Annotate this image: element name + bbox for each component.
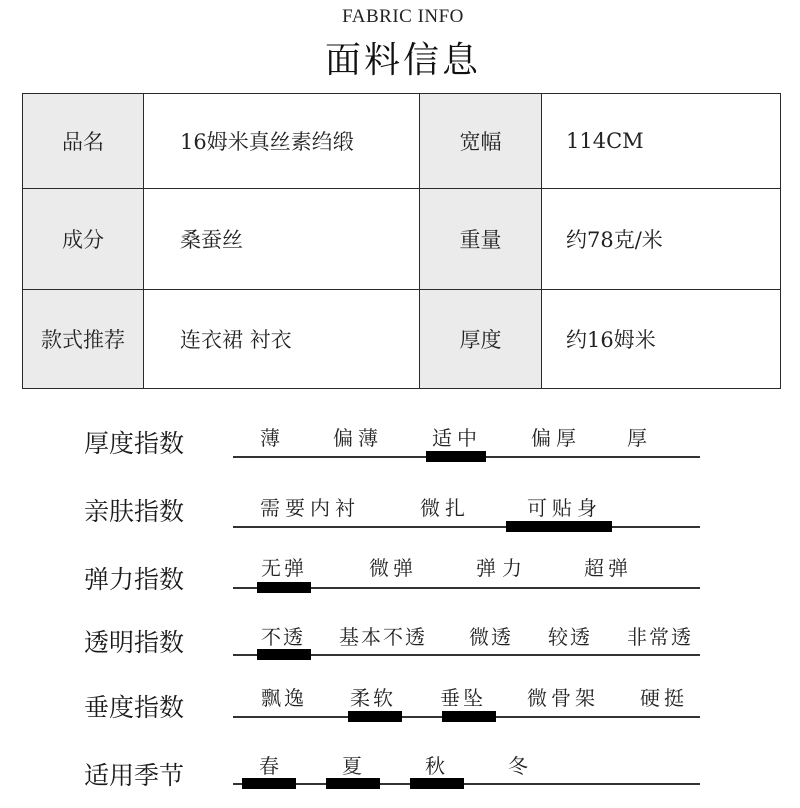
index-option: 春 (259, 754, 279, 778)
fabric-info-table (22, 93, 781, 389)
index-row (0, 748, 800, 808)
index-option: 偏薄 (333, 426, 383, 450)
value-recommended-style: 连衣裙 衬衣 (144, 290, 420, 389)
table-row (23, 94, 781, 189)
table-row (23, 290, 781, 389)
index-scale-line (233, 783, 700, 785)
index-label: 厚度指数 (84, 429, 185, 458)
index-row (0, 552, 800, 612)
index-option: 飘逸 (261, 686, 307, 710)
table-row (23, 189, 781, 290)
index-label: 适用季节 (84, 761, 185, 790)
index-option: 薄 (260, 426, 280, 450)
index-option: 需要内衬 (260, 496, 360, 520)
index-option: 硬挺 (640, 686, 688, 710)
value-weight: 约78克/米 (542, 189, 781, 290)
index-selected-marker (257, 582, 311, 593)
index-option: 秋 (425, 754, 445, 778)
index-option: 较透 (548, 625, 592, 649)
index-option: 可贴身 (527, 496, 602, 520)
index-selected-marker (257, 649, 311, 660)
index-option: 微透 (469, 625, 513, 649)
index-option: 基本不透 (339, 625, 427, 649)
index-option: 微扎 (420, 496, 470, 520)
label-width: 宽幅 (420, 94, 542, 189)
index-option: 冬 (508, 754, 528, 778)
index-option: 非常透 (627, 625, 693, 649)
label-thickness: 厚度 (420, 290, 542, 389)
value-thickness: 约16姆米 (542, 290, 781, 389)
index-selected-marker (410, 778, 464, 789)
index-label: 亲肤指数 (84, 497, 185, 526)
index-row (0, 680, 800, 740)
index-option: 超弹 (584, 556, 632, 580)
value-name: 16姆米真丝素绉缎 (144, 94, 420, 189)
index-label: 弹力指数 (84, 565, 185, 594)
label-recommended-style: 款式推荐 (23, 290, 144, 389)
value-composition: 桑蚕丝 (144, 189, 420, 290)
index-option: 微弹 (369, 556, 417, 580)
index-row (0, 420, 800, 480)
index-scale-line (233, 526, 700, 528)
index-option: 弹力 (476, 556, 528, 580)
index-option: 不透 (261, 625, 305, 649)
index-selected-marker (426, 451, 486, 462)
index-label: 透明指数 (84, 628, 185, 657)
index-selected-marker (442, 711, 496, 722)
index-option: 柔软 (350, 686, 396, 710)
index-option: 偏厚 (531, 426, 581, 450)
index-option: 厚 (627, 426, 647, 450)
index-option: 无弹 (261, 556, 307, 580)
value-width: 114CM (542, 94, 781, 189)
index-selected-marker (348, 711, 402, 722)
label-name: 品名 (23, 94, 144, 189)
title-english: FABRIC INFO (342, 6, 464, 27)
label-composition: 成分 (23, 189, 144, 290)
index-selected-marker (506, 521, 612, 532)
index-option: 微骨架 (527, 686, 599, 710)
index-label: 垂度指数 (84, 693, 185, 722)
index-row (0, 618, 800, 678)
index-row (0, 490, 800, 550)
index-option: 适中 (432, 426, 482, 450)
index-selected-marker (326, 778, 380, 789)
index-selected-marker (242, 778, 296, 789)
index-option: 垂坠 (440, 686, 486, 710)
label-weight: 重量 (420, 189, 542, 290)
index-option: 夏 (342, 754, 362, 778)
title-chinese: 面料信息 (324, 40, 481, 81)
